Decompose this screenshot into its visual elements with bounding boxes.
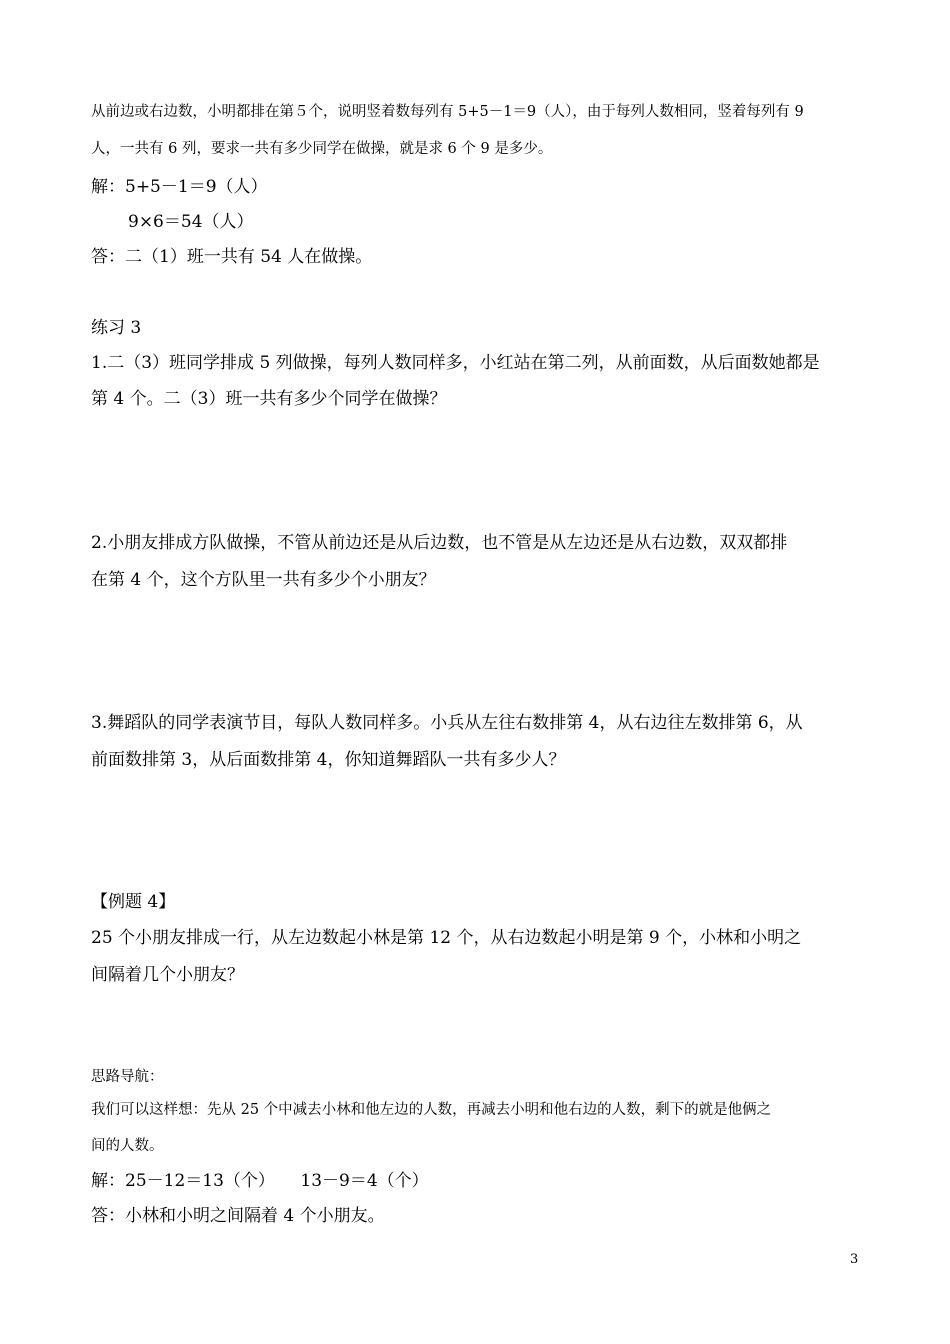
answer-line: 答：二（1）班一共有 54 人在做操。	[91, 247, 373, 267]
hint-line-2: 间的人数。	[91, 1138, 164, 1154]
practice-q3-line-1: 3.舞蹈队的同学表演节目，每队人数同样多。小兵从左往右数排第 4，从右边往左数排第 6，从	[91, 713, 803, 733]
example4-title: 【例题 4】	[91, 892, 176, 912]
example4-answer: 答：小林和小明之间隔着 4 个小朋友。	[91, 1206, 385, 1226]
hint-line-1: 我们可以这样想：先从 25 个中减去小林和他左边的人数，再减去小明和他右边的人数，剩下的就是他俩之	[91, 1102, 772, 1118]
practice-q2-line-1: 2.小朋友排成方队做操，不管从前边还是从后边数，也不管是从左边还是从右边数，双双都排	[91, 533, 788, 553]
example4-line-2: 间隔着几个小朋友？	[91, 965, 244, 985]
example4-solution: 解：25－12＝13（个） 13－9＝4（个）	[91, 1171, 429, 1191]
hint-title: 思路导航：	[91, 1069, 164, 1085]
solution-line-1: 解：5+5－1＝9（人）	[91, 177, 268, 197]
practice-q3-line-2: 前面数排第 3，从后面数排第 4，你知道舞蹈队一共有多少人？	[91, 750, 566, 770]
solution-line-2: 9×6＝54（人）	[128, 212, 254, 232]
example4-line-1: 25 个小朋友排成一行，从左边数起小林是第 12 个，从右边数起小明是第 9 个，小林和小明之	[91, 928, 802, 948]
intro-line-2: 人，一共有 6 列，要求一共有多少同学在做操，就是求 6 个 9 是多少。	[91, 141, 553, 157]
intro-line-1: 从前边或右边数，小明都排在第５个，说明竖着数每列有 5+5－1＝9（人），由于每列人数相同，竖着每列有 9	[91, 104, 804, 120]
practice-q2-line-2: 在第 4 个，这个方队里一共有多少个小朋友？	[91, 570, 436, 590]
practice-title: 练习 3	[91, 318, 142, 338]
practice-q1-line-2: 第 4 个。二（3）班一共有多少个同学在做操？	[91, 389, 447, 409]
practice-q1-line-1: 1.二（3）班同学排成 5 列做操，每列人数同样多，小红站在第二列，从前面数，从后面数她都是	[91, 353, 820, 373]
page-number: 3	[850, 1252, 859, 1267]
